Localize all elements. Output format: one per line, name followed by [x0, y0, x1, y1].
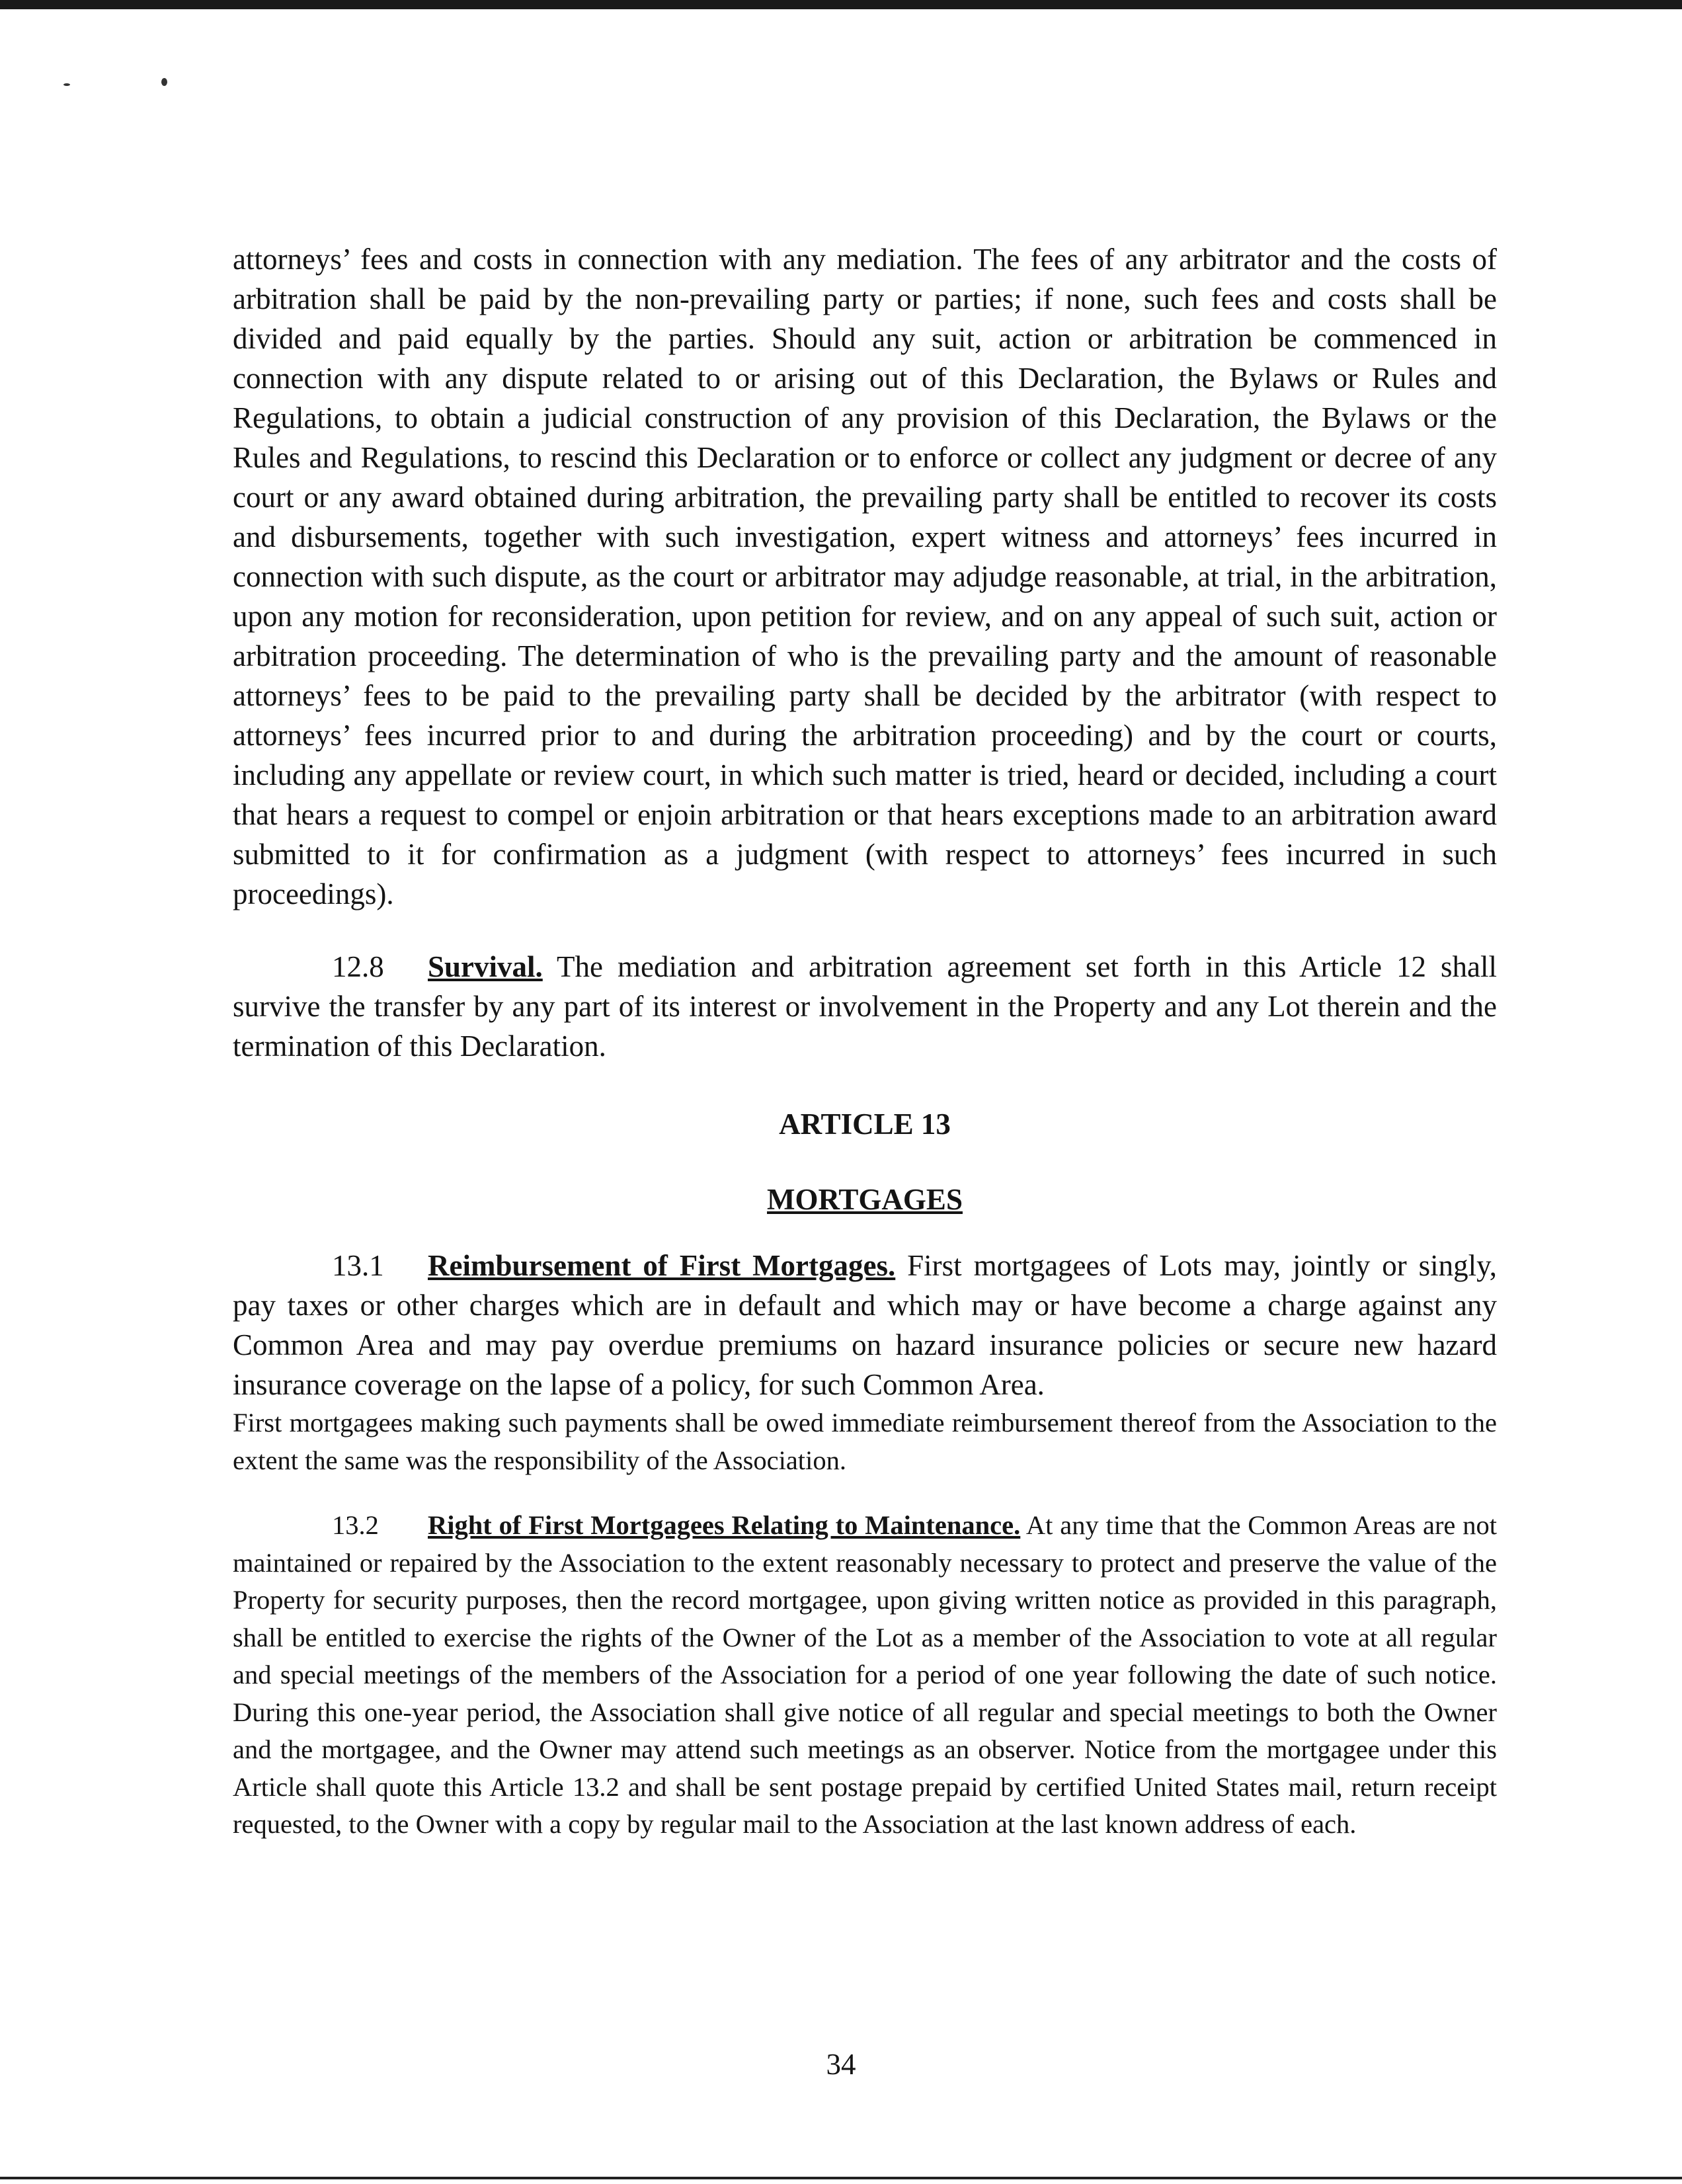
- section-13-1-continued: First mortgagees making such payments shall be owed immediate reimbursement thereof from the Association to the extent the same was the responsibility of the Association.: [233, 1408, 1497, 1475]
- section-13-1-main: [233, 1246, 1497, 1404]
- scan-speck: [161, 78, 167, 86]
- section-text: At any time that the Common Areas are not maintained or repaired by the Association to the extent reasonably necessary to protect and preserve the value of the Property for security purposes, then the record mortgagee, upon giving written notice as provided in this paragraph, shall be entitled to exercise the rights of the Owner of the Lot as a member of the Association to vote at all regular and special meetings of the members of the Association for a period of one year following the date of such notice. During this one-year period, the Association shall give notice of all regular and special meetings to both the Owner and the mortgagee, and the Owner may attend such meetings as an observer. Notice from the mortgagee under this Article shall quote this Article 13.2 and shall be sent postage prepaid by certified United States mail, return receipt requested, to the Owner with a copy by regular mail to the Association at the last known address of each.: [233, 1510, 1498, 1839]
- section-number: 12.8: [332, 950, 384, 983]
- article-label: ARTICLE 13: [779, 1108, 951, 1141]
- section-title: Reimbursement of First Mortgages.: [428, 1249, 896, 1282]
- section-number: 13.2: [332, 1510, 379, 1540]
- section-text: The mediation and arbitration agreement set forth in this Article 12 shall survive the transfer by any part of its interest or involvement in the Property and any Lot therein and the termination of this Declaration.: [233, 950, 1498, 1063]
- section-text: First mortgagees of Lots may, jointly or singly, pay taxes or other charges which are in default and which may or have become a charge against any Common Area and may pay overdue premiums on hazard insurance policies or secure new hazard insurance coverage on the lapse of a policy, for such Common Area.: [233, 1249, 1498, 1401]
- section-13-2: [233, 1507, 1497, 1843]
- paragraph-continuation: attorneys’ fees and costs in connection with any mediation. The fees of any arbitrator and the costs of arbitration shall be paid by the non-prevailing party or parties; if none, such fees and costs shall be divided and paid equally by the parties. Should any suit, action or arbitration be commenced in connection with any dispute related to or arising out of this Declaration, the Bylaws or Rules and Regulations, to obtain a judicial construction of any provision of this Declaration, the Bylaws or the Rules and Regulations, to rescind this Declaration or to enforce or collect any judgment or decree of any court or any award obtained during arbitration, the prevailing party shall be entitled to recover its costs and disbursements, together with such investigation, expert witness and attorneys’ fees incurred in connection with such dispute, as the court or arbitrator may adjudge reasonable, at trial, in the arbitration, upon any motion for reconsideration, upon petition for review, and on any appeal of such suit, action or arbitration proceeding. The determination of who is the prevailing party and the amount of reasonable attorneys’ fees to be paid to the prevailing party shall be decided by the arbitrator (with respect to attorneys’ fees incurred prior to and during the arbitration proceeding) and by the court or courts, including any appellate or review court, in which such matter is tried, heard or decided, including a court that hears a request to compel or enjoin arbitration or that hears exceptions made to an arbitration award submitted to it for confirmation as a judgment (with respect to attorneys’ fees incurred in such proceedings).: [233, 243, 1497, 910]
- section-title: Survival.: [428, 950, 543, 983]
- section-number: 13.1: [332, 1249, 384, 1282]
- section-13-1: [233, 1246, 1497, 1479]
- section-12-8: [233, 947, 1497, 1066]
- document-body: [233, 239, 1497, 1843]
- page-number: 34: [826, 2048, 856, 2081]
- scan-bottom-border: [0, 2177, 1682, 2179]
- scan-speck: [63, 83, 70, 86]
- article-title: MORTGAGES: [767, 1183, 963, 1216]
- scan-top-border: [0, 0, 1682, 9]
- section-title: Right of First Mortgagees Relating to Maintenance.: [428, 1510, 1021, 1540]
